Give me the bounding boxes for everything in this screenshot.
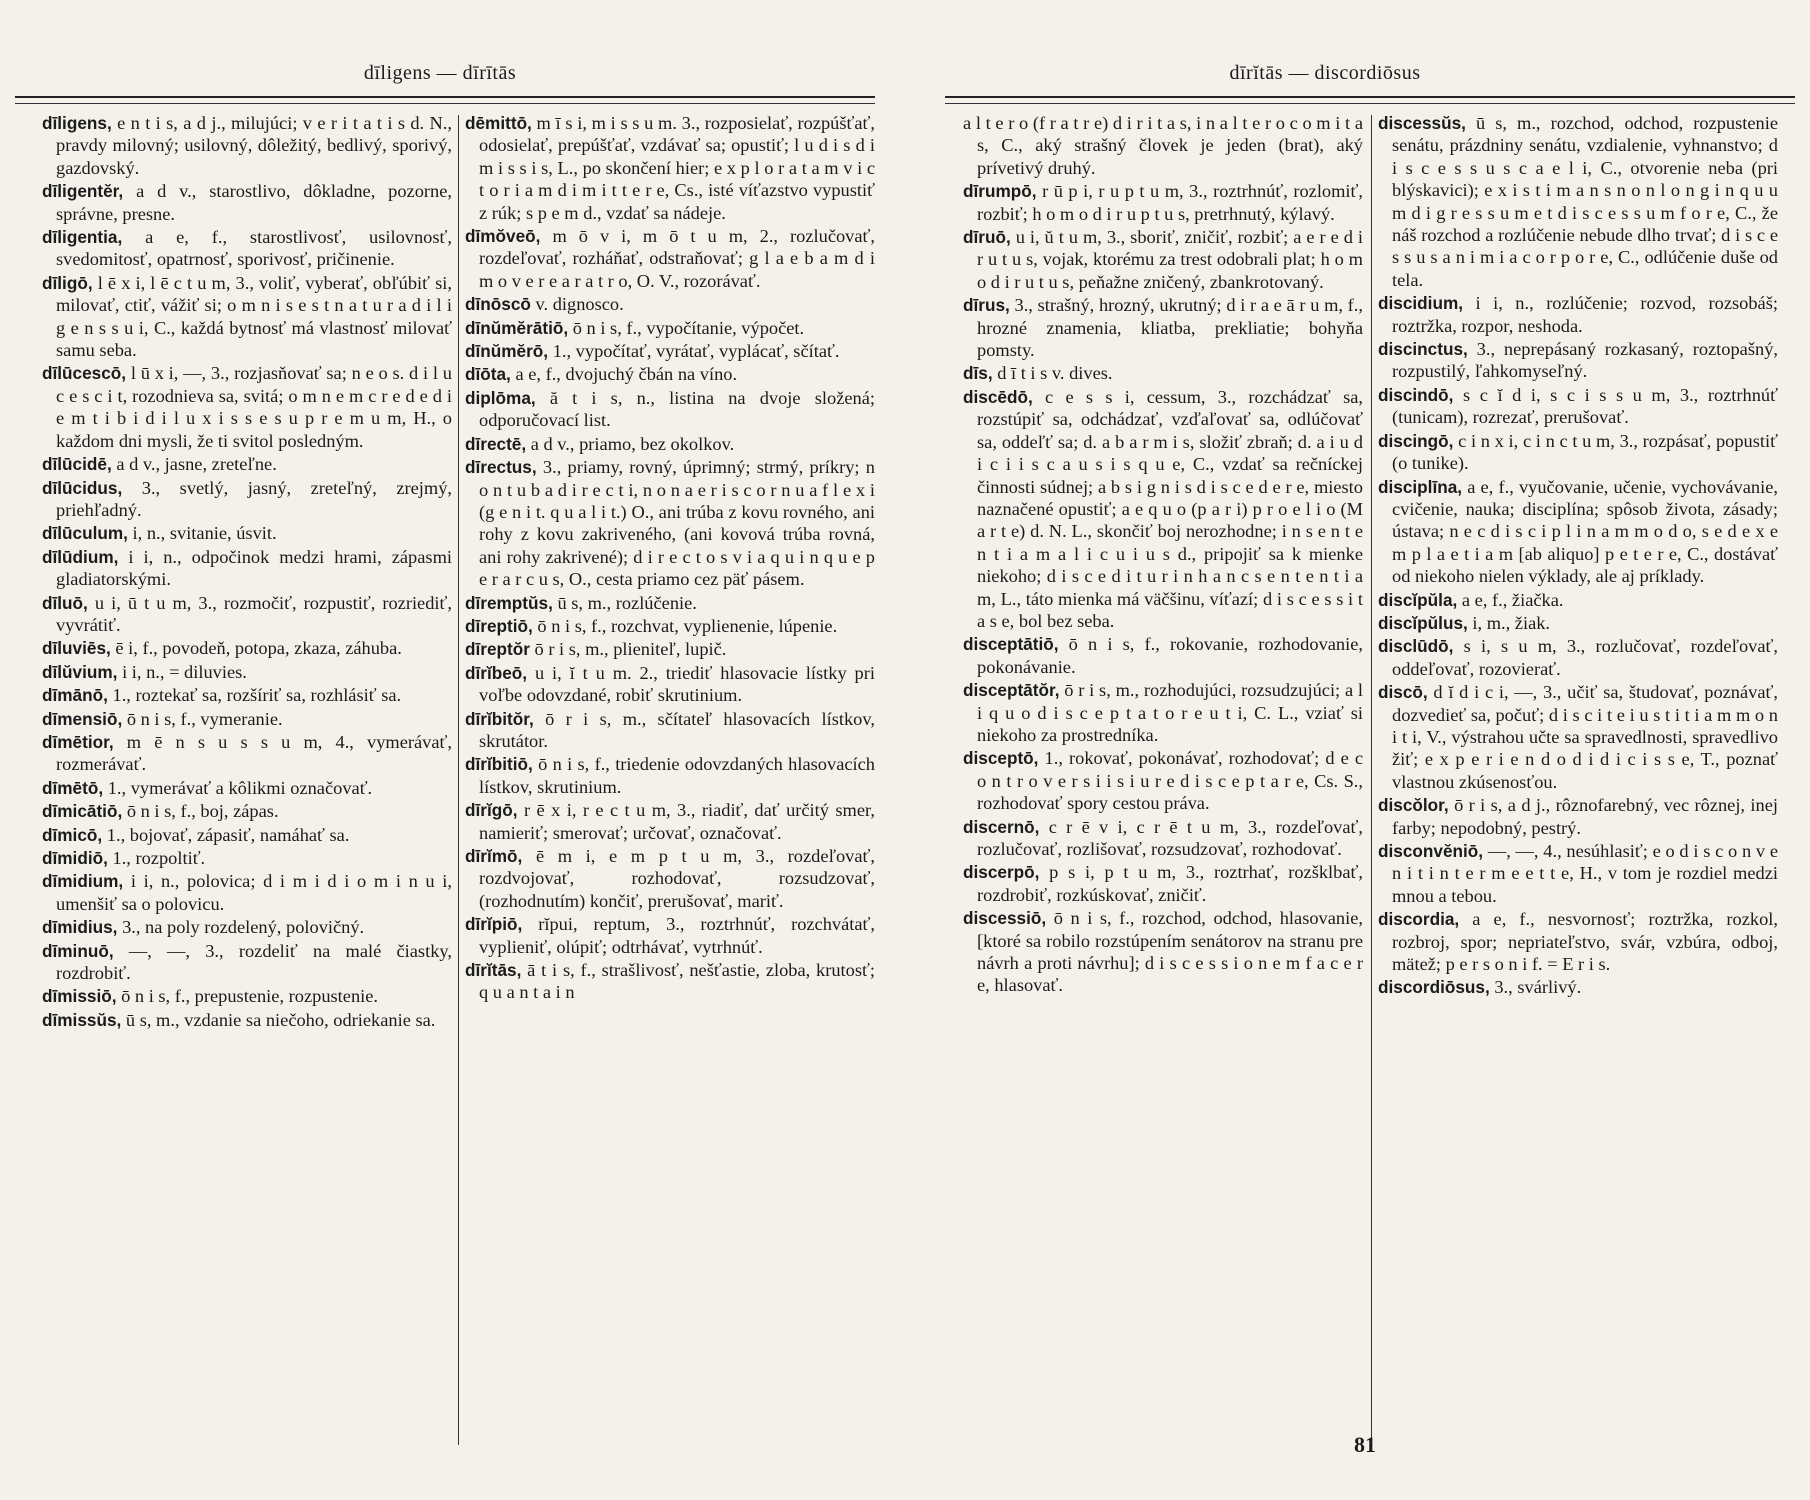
dictionary-entry bbox=[42, 940, 452, 985]
entry-headword: disceptātŏr, bbox=[963, 680, 1060, 701]
entry-definition: 1., vymerávať a kôlikmi označovať. bbox=[107, 777, 373, 798]
dictionary-entry bbox=[465, 959, 875, 1004]
entry-headword: disciplīna, bbox=[1378, 476, 1463, 497]
dictionary-entry bbox=[465, 662, 875, 707]
entry-headword: dīmidium, bbox=[42, 871, 124, 892]
entry-definition: a e, f., nesvornosť; roztržka, rozkol, rozbroj, spor; nepriateľstvo, svár, vzbúra, odboj, mätež; p e r s o n i f. = E r i s. bbox=[1392, 909, 1778, 975]
entry-definition: ō n i s, f., triedenie odovzdaných hlasovacích lístkov, skrutinium. bbox=[479, 754, 875, 797]
entry-headword: disceptō, bbox=[963, 748, 1039, 769]
entry-headword: dīrectē, bbox=[465, 433, 527, 454]
entry-definition: s c ĭ d i, s c i s s u m, 3., roztrhnúť (tunicam), rozrezať, prerušovať. bbox=[1392, 384, 1778, 428]
entry-headword: dīlūcescō, bbox=[42, 363, 127, 384]
entry-headword: dīs, bbox=[963, 363, 993, 384]
entry-definition: a d v., priamo, bez okolkov. bbox=[530, 433, 735, 454]
entry-headword: dīreptiō, bbox=[465, 615, 533, 636]
dictionary-entry bbox=[465, 708, 875, 753]
entry-headword: dīruō, bbox=[963, 227, 1011, 248]
right-page-column-2 bbox=[1378, 112, 1778, 1447]
entry-definition: 3., svetlý, jasný, zreteľný, zrejmý, priehľadný. bbox=[56, 477, 452, 520]
entry-headword: discidium, bbox=[1378, 293, 1463, 314]
entry-headword: dīōta, bbox=[465, 364, 511, 385]
dictionary-entry bbox=[42, 916, 452, 938]
dictionary-entry bbox=[1378, 612, 1778, 634]
dictionary-entry bbox=[42, 592, 452, 637]
entry-headword: dīmētō, bbox=[42, 777, 104, 798]
dictionary-entry bbox=[1378, 430, 1778, 475]
entry-definition: i i, n., = diluvies. bbox=[122, 661, 247, 682]
entry-headword: dīrĭtās, bbox=[465, 960, 522, 981]
entry-definition: u i, ū t u m, 3., rozmočiť, rozpustiť, rozriediť, vyvrátiť. bbox=[56, 592, 452, 635]
entry-headword: discessiō, bbox=[963, 908, 1047, 929]
entry-definition: i, m., žiak. bbox=[1472, 612, 1551, 633]
dictionary-entry bbox=[465, 753, 875, 798]
dictionary-entry bbox=[42, 522, 452, 544]
entry-definition: a d v., starostlivo, dôkladne, pozorne, správne, presne. bbox=[56, 181, 452, 224]
dictionary-entry bbox=[465, 317, 875, 339]
entry-headword: dīmensiō, bbox=[42, 708, 123, 729]
entry-definition: a d v., jasne, zreteľne. bbox=[116, 454, 277, 475]
dictionary-entry bbox=[42, 226, 452, 271]
dictionary-entry bbox=[42, 708, 452, 730]
dictionary-entry bbox=[465, 799, 875, 844]
dictionary-entry bbox=[465, 638, 875, 660]
entry-definition: v. dignosco. bbox=[535, 294, 624, 315]
entry-headword: dīmānō, bbox=[42, 685, 108, 706]
entry-headword: dīrĭbeō, bbox=[465, 662, 528, 683]
entry-definition: ē i, f., povodeň, potopa, zkaza, záhuba. bbox=[115, 638, 402, 659]
entry-headword: dīmissiō, bbox=[42, 986, 117, 1007]
entry-headword: discordia, bbox=[1378, 909, 1460, 930]
entry-headword: dīmissŭs, bbox=[42, 1009, 122, 1030]
entry-headword: disclūdō, bbox=[1378, 636, 1454, 657]
dictionary-entry bbox=[42, 546, 452, 591]
dictionary-entry bbox=[963, 362, 1363, 384]
entry-headword: dīmŏveō, bbox=[465, 226, 541, 247]
entry-definition: i i, n., rozlúčenie; rozvod, rozsobáš; roztržka, rozpor, neshoda. bbox=[1392, 293, 1778, 336]
dictionary-entry bbox=[465, 363, 875, 385]
running-head-right: dīrĭtās — discordiōsus bbox=[1229, 62, 1421, 84]
dictionary-entry bbox=[1378, 292, 1778, 337]
entry-definition: 1., rozpoltiť. bbox=[112, 848, 206, 868]
entry-definition: i i, n., polovica; d i m i d i o m i n u i, umenšiť sa o polovicu. bbox=[56, 871, 452, 914]
entry-definition: p s i, p t u m, 3., roztrhať, rozšklbať, rozdrobiť, rozkúskovať, zničiť. bbox=[977, 862, 1363, 905]
entry-definition: a e, f., žiačka. bbox=[1461, 589, 1564, 610]
dictionary-entry bbox=[1378, 794, 1778, 839]
left-page-column-2 bbox=[465, 112, 875, 1447]
entry-definition: 1., roztekať sa, rozšíriť sa, rozhlásiť sa. bbox=[112, 685, 402, 706]
dictionary-entry bbox=[42, 870, 452, 915]
dictionary-entry bbox=[963, 633, 1363, 678]
entry-headword: dīmicō, bbox=[42, 824, 103, 845]
dictionary-entry bbox=[465, 387, 875, 432]
entry-headword: discō, bbox=[1378, 682, 1428, 703]
entry-headword: discindō, bbox=[1378, 384, 1454, 405]
entry-definition: c e s s i, cessum, 3., rozchádzať sa, rozstúpiť sa, odchádzať, vzďaľovať sa, odlúčovať sa, oddeľť sa; d. a b a r m i s, složiť zbraň; d. a i u d i c i i s c a u s i s q u e, C., vzdať sa rečníckej činnosti súdnej; a b s i g n i s d i s c e d e r e, miesto naznačené opustiť; a e q u o (p a r i) p r o e l i o (M a r t e) d. N. L., skončiť boj nerozhodne; i n s e n t e n t i a m a l i c u i u s d., pripojiť sa k mienke niekoho; d i s c e d i t u r i n h a n c s e n t e n t i a m, L., táto mienka má väčšinu, víťazí; d i s c e s s i t a s e, bol bez seba. bbox=[977, 386, 1363, 631]
column-divider bbox=[1371, 115, 1372, 1445]
entry-headword: dēmittō, bbox=[465, 113, 532, 133]
entry-definition: m ī s i, m i s s u m. 3., rozposielať, rozpúšťať, odosielať, prepúšťať, vzdávať sa; opustiť; l u d i s d i m i s s i s, L., po skončení hier; e x p l o r a t a m v i c t o r i a m d i m i t t e r e, Cs., isté víťazstvo vypustiť z rúk; s p e m d., vzdať sa nádeje. bbox=[479, 113, 875, 223]
entry-definition: c r ē v i, c r ē t u m, 3., rozdeľovať, rozlučovať, rozlišovať, rozsudzovať, rozhodovať. bbox=[977, 816, 1363, 859]
left-page-column-1 bbox=[42, 112, 452, 1447]
dictionary-entry bbox=[465, 433, 875, 455]
entry-headword: dīmidius, bbox=[42, 917, 118, 938]
right-page bbox=[905, 0, 1810, 1500]
entry-headword: dīrus, bbox=[963, 295, 1010, 316]
header-rule bbox=[15, 96, 875, 98]
entry-definition: l ū x i, —, 3., rozjasňovať sa; n e o s. d i l u c e s c i t, rozodnieva sa, svitá; o m n e m c r e d e d i e m t i b i d i l u x i s s e s u p r e m u m, H., o každom dni mysli, že ti svitol posledným. bbox=[56, 363, 452, 451]
entry-definition: 1., vypočítať, vyrátať, vyplácať, sčítať. bbox=[552, 341, 840, 362]
dictionary-entry bbox=[42, 453, 452, 475]
entry-definition: s i, s u m, 3., rozlučovať, rozdeľovať, oddeľovať, rozovierať. bbox=[1392, 636, 1778, 679]
entry-headword: dīmidiō, bbox=[42, 848, 108, 868]
entry-headword: dīluō, bbox=[42, 592, 88, 613]
dictionary-entry bbox=[42, 800, 452, 822]
entry-definition: ū s, m., rozchod, odchod, rozpustenie senátu, prázdniny senátu, vzdialenie, vyhnanstvo; d i s c e s s u s c a e l i, C., otvorenie neba (pri blýskavici); e x i s t i m a n s n o n l o n g i n q u u m d i g r e s s u m e t d i s c e s s u m f o r e, C., že náš rozchod a rozlúčenie nebude dlho trvať; d i s c e s s u s a n i m i a c o r p o r e, C., odlúčenie duše od tela. bbox=[1392, 113, 1778, 290]
entry-definition: 3., na poly rozdelený, polovičný. bbox=[122, 917, 365, 938]
entry-definition: m ō v i, m ō t u m, 2., rozlučovať, rozdeľovať, rozháňať, odstraňovať; g l a e b a m d i m o v e r e a r a t r o, O. V., rozorávať. bbox=[479, 226, 875, 291]
entry-definition: ō r i s, m., plieniteľ, lupič. bbox=[534, 639, 727, 660]
dictionary-entry bbox=[1378, 476, 1778, 588]
dictionary-entry bbox=[1378, 976, 1778, 998]
entry-headword: dīreptŏr bbox=[465, 639, 530, 660]
entry-definition: m ē n s u s s u m, 4., vymerávať, rozmerávať. bbox=[56, 731, 452, 775]
entry-headword: disconvĕniō, bbox=[1378, 841, 1484, 861]
entry-definition: —, —, 4., nesúhlasiť; e o d i s c o n v e n i t i n t e r m e e t t e, H., v tom je rozdiel medzi mnou a tebou. bbox=[1392, 841, 1778, 906]
entry-headword: discinctus, bbox=[1378, 339, 1468, 360]
entry-definition: ē m i, e m p t u m, 3., rozdeľovať, rozdvojovať, rozhodovať, rozsudzovať, (rozhodnutím) končiť, prerušovať, mariť. bbox=[479, 846, 875, 911]
entry-definition: ō n i s, f., vypočítanie, výpočet. bbox=[572, 317, 805, 338]
entry-definition: ō n i s, f., rozchvat, vyplienenie, lúpenie. bbox=[537, 615, 838, 636]
entry-definition: i i, n., odpočinok medzi hrami, zápasmi gladiatorskými. bbox=[56, 546, 452, 590]
header-rule-thin bbox=[945, 103, 1795, 104]
entry-definition: 3., strašný, hrozný, ukrutný; d i r a e ā r u m, f., hrozné znamenia, kliatba, prekliatie; bohyňa pomsty. bbox=[977, 295, 1363, 361]
dictionary-entry bbox=[465, 456, 875, 590]
dictionary-entry bbox=[465, 112, 875, 224]
dictionary-entry bbox=[963, 180, 1363, 225]
entry-headword: dīluviēs, bbox=[42, 638, 111, 659]
dictionary-entry bbox=[1378, 338, 1778, 383]
entry-headword: disceptātiō, bbox=[963, 634, 1059, 655]
entry-headword: dīrĭgō, bbox=[465, 800, 518, 821]
entry-definition: ō n i s, f., rokovanie, rozhodovanie, pokonávanie. bbox=[977, 634, 1363, 677]
dictionary-entry bbox=[963, 226, 1363, 293]
entry-definition: a e, f., dvojuchý čbán na víno. bbox=[515, 364, 738, 385]
entry-headword: diplōma, bbox=[465, 387, 536, 408]
dictionary-entry bbox=[963, 386, 1363, 632]
entry-headword: discĭpŭlus, bbox=[1378, 612, 1468, 633]
dictionary-entry bbox=[1378, 589, 1778, 611]
header-rule-thin bbox=[15, 103, 875, 104]
dictionary-entry bbox=[42, 112, 452, 179]
dictionary-entry bbox=[42, 362, 452, 452]
dictionary-entry bbox=[1378, 112, 1778, 291]
entry-definition: ō n i s, f., rozchod, odchod, hlasovanie, [ktoré sa robilo rozstúpením senátorov na stranu pre návrh a proti návrhu]; d i s c e s s i o n e m f a c e r e, hlasovať. bbox=[977, 908, 1363, 996]
entry-definition: d ī t i s v. dives. bbox=[997, 363, 1113, 384]
entry-headword: dīrĭbitiō, bbox=[465, 754, 533, 775]
entry-definition: ā t i s, f., strašlivosť, nešťastie, zloba, krutosť; q u a n t a i n bbox=[479, 960, 875, 1003]
entry-definition: c i n x i, c i n c t u m, 3., rozpásať, popustiť (o tunike). bbox=[1392, 430, 1778, 474]
dictionary-entry bbox=[465, 913, 875, 958]
dictionary-entry bbox=[963, 747, 1363, 814]
entry-definition: r ū p i, r u p t u m, 3., roztrhnúť, rozlomiť, rozbiť; h o m o d i r u p t u s, pretrhnutý, kýlavý. bbox=[977, 181, 1363, 224]
dictionary-entry bbox=[42, 180, 452, 225]
entry-headword: discerpō, bbox=[963, 862, 1040, 883]
entry-definition: a e, f., starostlivosť, usilovnosť, svedomitosť, opatrnosť, sporivosť, pričinenie. bbox=[56, 227, 452, 270]
header-rule bbox=[945, 96, 1795, 98]
entry-headword: dīrĭmō, bbox=[465, 846, 523, 866]
entry-definition: a e, f., vyučovanie, učenie, vychovávanie, cvičenie, nauka; disciplína; spôsob života, zásady; ústava; n e c d i s c i p l i n a m m o d o, s e d e x e m p l a e t i a m [ab aliquo] p e t e r e, C., dostávať od niekoho nielen výklady, ale aj príklady. bbox=[1392, 476, 1778, 587]
dictionary-entry bbox=[1378, 384, 1778, 429]
entry-headword: dīrĭpiō, bbox=[465, 914, 523, 935]
running-head-left: dīligens — dīrītās bbox=[363, 62, 517, 84]
dictionary-entry bbox=[465, 293, 875, 315]
dictionary-entry bbox=[1378, 635, 1778, 680]
entry-headword: discernō, bbox=[963, 816, 1040, 837]
entry-headword: dīlūcidē, bbox=[42, 454, 112, 475]
entry-definition: u i, ŭ t u m, 3., sboriť, zničiť, rozbiť; a e r e d i r u t u s, vojak, ktorému za trest odobrali plat; h o m o d i r u t u s, peňažne zničený, zbankrotovaný. bbox=[977, 227, 1363, 292]
entry-definition: 1., bojovať, zápasiť, namáhať sa. bbox=[106, 824, 350, 845]
dictionary-entry bbox=[963, 112, 1363, 179]
entry-headword: dīnŭmĕrō, bbox=[465, 341, 549, 362]
entry-headword: dīligō, bbox=[42, 272, 93, 293]
column-divider bbox=[458, 115, 459, 1445]
entry-definition: ō n i s, f., vymeranie. bbox=[126, 708, 283, 729]
entry-definition: i, n., svitanie, úsvit. bbox=[132, 523, 277, 544]
entry-definition: ō r i s, m., rozhodujúci, rozsudzujúci; a l i q u o d i s c e p t a t o r e u t i, C. L., vziať si niekoho za prostredníka. bbox=[977, 680, 1363, 745]
dictionary-entry bbox=[963, 861, 1363, 906]
entry-headword: discordiōsus, bbox=[1378, 977, 1490, 998]
dictionary-entry bbox=[963, 294, 1363, 361]
entry-definition: 3., neprepásaný rozkasaný, roztopašný, rozpustilý, ľahkomyseľný. bbox=[1392, 339, 1778, 382]
entry-headword: discingō, bbox=[1378, 430, 1454, 451]
dictionary-entry bbox=[1378, 681, 1778, 793]
dictionary-entry bbox=[963, 816, 1363, 861]
page-number: 81 bbox=[1354, 1432, 1376, 1457]
entry-headword: dīligentia, bbox=[42, 227, 123, 248]
entry-definition: l ē x i, l ē c t u m, 3., voliť, vyberať, obľúbiť si, milovať, ctiť, vážiť si; o m n i s e s t n a t u r a d i l i g e n s s u i, C., každá bytnosť má vlastnosť milovať samu seba. bbox=[56, 272, 452, 361]
entry-definition: ō n i s, f., prepustenie, rozpustenie. bbox=[121, 986, 379, 1007]
dictionary-entry bbox=[465, 340, 875, 362]
entry-headword: dīlūcidus, bbox=[42, 477, 123, 498]
entry-definition: ō n i s, f., boj, zápas. bbox=[126, 801, 279, 822]
entry-headword: dīrĭbitŏr, bbox=[465, 708, 534, 729]
dictionary-entry bbox=[42, 637, 452, 659]
entry-headword: dīrumpō, bbox=[963, 181, 1037, 202]
entry-definition: r ē x i, r e c t u m, 3., riadiť, dať určitý smer, namieriť; smerovať; určovať, označovať. bbox=[479, 800, 875, 843]
entry-headword: dīnŭmĕrātiō, bbox=[465, 317, 569, 338]
dictionary-entry bbox=[1378, 840, 1778, 907]
entry-headword: dīremptŭs, bbox=[465, 592, 553, 613]
entry-headword: discēdō, bbox=[963, 386, 1033, 407]
entry-definition: —, —, 3., rozdeliť na malé čiastky, rozdrobiť. bbox=[56, 940, 452, 984]
entry-headword: discĭpŭla, bbox=[1378, 589, 1458, 610]
entry-headword: dīminuō, bbox=[42, 940, 114, 961]
entry-headword: dīnōscō bbox=[465, 294, 531, 315]
dictionary-entry bbox=[1378, 908, 1778, 975]
dictionary-entry bbox=[42, 731, 452, 776]
dictionary-entry bbox=[465, 845, 875, 912]
entry-definition: 3., priamy, rovný, úprimný; strmý, príkry; n o n t u b a d i r e c t i, n o n a e r i s c o r n u a f l e x i (g e n i t. q u a l i t.) O., ani trúba z kovu rovného, ani rohy z kovu zakriveného, (ani kovová trúba rovná, ani rohy zakrivené); d i r e c t o s v i a q u i n q u e p e r a r c u s, O., cesta priamo cez päť pásem. bbox=[479, 457, 875, 590]
dictionary-entry bbox=[42, 847, 452, 869]
entry-headword: dīmētior, bbox=[42, 731, 114, 752]
dictionary-entry bbox=[465, 615, 875, 637]
entry-definition: u i, ĭ t u m. 2., triediť hlasovacie lístky pri voľbe odovzdané, robiť skrutinium. bbox=[479, 662, 875, 706]
dictionary-entry bbox=[42, 1009, 452, 1031]
dictionary-entry bbox=[42, 684, 452, 706]
entry-headword: dīmicātiō, bbox=[42, 801, 123, 822]
entry-headword: dīlūculum, bbox=[42, 523, 128, 544]
dictionary-entry bbox=[42, 272, 452, 362]
entry-definition: e n t i s, a d j., milujúci; v e r i t a t i s d. N., pravdy milovný; usilovný, dôležitý, bedlivý, sporivý, gazdovský. bbox=[56, 113, 452, 178]
dictionary-entry bbox=[42, 824, 452, 846]
entry-definition: rĭpui, reptum, 3., roztrhnúť, rozchvátať, vyplieniť, olúpiť; odtrhávať, vytrhnúť. bbox=[479, 914, 875, 957]
entry-definition: ō r i s, m., sčítateľ hlasovacích lístkov, skrutátor. bbox=[479, 708, 875, 751]
dictionary-entry bbox=[465, 592, 875, 614]
dictionary-entry bbox=[42, 661, 452, 683]
entry-definition: a l t e r o (f r a t r e) d i r i t a s, i n a l t e r o c o m i t a s, C., aký strašný človek je jeden (brat), aký prívetivý druhý. bbox=[963, 113, 1363, 178]
entry-headword: discessŭs, bbox=[1378, 113, 1466, 133]
entry-headword: discŏlor, bbox=[1378, 795, 1449, 816]
entry-headword: dīrectus, bbox=[465, 457, 537, 478]
entry-headword: dīligentĕr, bbox=[42, 181, 124, 202]
dictionary-entry bbox=[963, 907, 1363, 997]
entry-definition: ū s, m., vzdanie sa niečoho, odriekanie sa. bbox=[125, 1009, 436, 1030]
dictionary-entry bbox=[963, 679, 1363, 746]
dictionary-entry bbox=[42, 777, 452, 799]
entry-headword: dīlūdium, bbox=[42, 546, 119, 567]
entry-definition: 3., svárlivý. bbox=[1494, 977, 1582, 998]
entry-definition: ă t i s, n., listina na dvoje složená; odporučovací list. bbox=[479, 387, 875, 431]
entry-definition: 1., rokovať, pokonávať, rozhodovať; d e c o n t r o v e r s i i s i u r e d i s c e p t a r e, Cs. S., rozhodovať spory cestou práva. bbox=[977, 748, 1363, 814]
dictionary-entry bbox=[42, 477, 452, 522]
right-page-column-1 bbox=[963, 112, 1363, 1447]
entry-definition: d ĭ d i c i, —, 3., učiť sa, študovať, poznávať, dozvedieť sa, počuť; d i s c i t e i u s t i t i a m m o n i t i, V., výstrahou učte sa spravedlnosti, spravedlivo žiť; e x p e r i e n d o d i d i c i s s e, T., poznať vlastnou zkúsenosťou. bbox=[1392, 682, 1778, 792]
entry-headword: dīlŭvium, bbox=[42, 661, 118, 682]
entry-headword: dīligens, bbox=[42, 113, 112, 133]
dictionary-entry bbox=[42, 985, 452, 1007]
entry-definition: ū s, m., rozlúčenie. bbox=[557, 592, 697, 613]
entry-definition: ō r i s, a d j., rôznofarebný, vec rôznej, inej farby; nepodobný, pestrý. bbox=[1392, 795, 1778, 838]
dictionary-entry bbox=[465, 225, 875, 292]
